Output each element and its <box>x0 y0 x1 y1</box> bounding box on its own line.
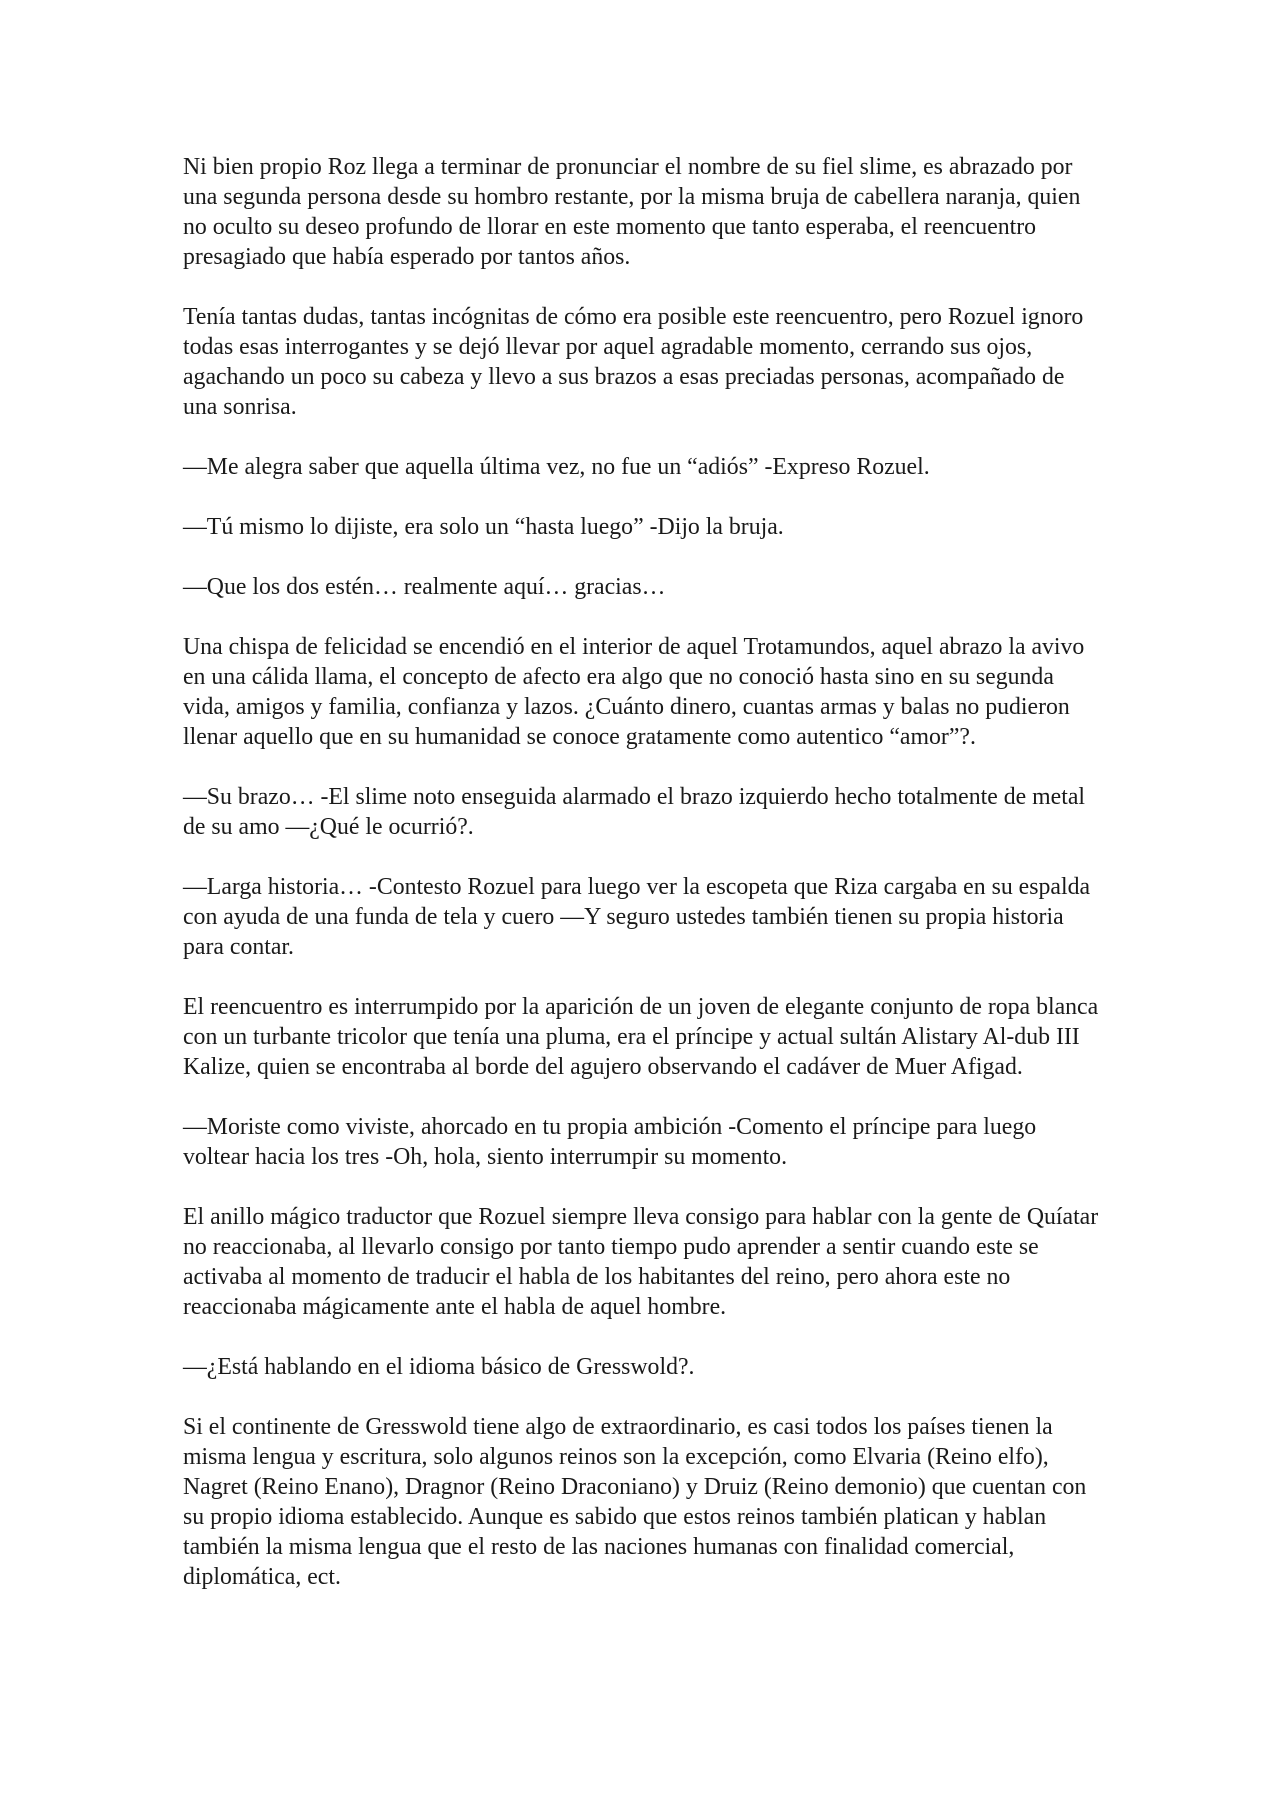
dialogue-line-2: —Tú mismo lo dijiste, era solo un “hasta luego” -Dijo la bruja. <box>183 514 784 540</box>
paragraph-4: El reencuentro es interrumpido por la aparición de un joven de elegante conjunto de ropa blanca con un turbante tricolor que tenía una pluma, era el príncipe y actual sultán Alistary Al-dub III Kalize, quien se encontraba al borde del agujero observando el cadáver de Muer Afigad. <box>183 994 1099 1080</box>
dialogue-line-7: —¿Está hablando en el idioma básico de Gresswold?. <box>183 1354 695 1380</box>
dialogue-line-5: —Larga historia… -Contesto Rozuel para luego ver la escopeta que Riza cargaba en su espalda con ayuda de una funda de tela y cuero —Y seguro ustedes también tienen su propia historia para contar. <box>183 874 1091 960</box>
dialogue-line-1: —Me alegra saber que aquella última vez, no fue un “adiós” -Expreso Rozuel. <box>183 454 930 480</box>
dialogue-line-4: —Su brazo… -El slime noto enseguida alarmado el brazo izquierdo hecho totalmente de metal de su amo —¿Qué le ocurrió?. <box>183 784 1085 840</box>
paragraph-3: Una chispa de felicidad se encendió en el interior de aquel Trotamundos, aquel abrazo la avivo en una cálida llama, el concepto de afecto era algo que no conoció hasta sino en su segunda vida, amigos y familia, confianza y lazos. ¿Cuánto dinero, cuantas armas y balas no pudieron llenar aquello que en su humanidad se conoce gratamente como autentico “amor”?. <box>183 634 1085 750</box>
document-body <box>183 152 1103 1622</box>
dialogue-line-3: —Que los dos estén… realmente aquí… gracias… <box>183 574 666 600</box>
paragraph-2: Tenía tantas dudas, tantas incógnitas de cómo era posible este reencuentro, pero Rozuel ignoro todas esas interrogantes y se dejó llevar por aquel agradable momento, cerrando sus ojos, agachando un poco su cabeza y llevo a sus brazos a esas preciadas personas, acompañado de una sonrisa. <box>183 304 1084 420</box>
paragraph-6: Si el continente de Gresswold tiene algo de extraordinario, es casi todos los países tienen la misma lengua y escritura, solo algunos reinos son la excepción, como Elvaria (Reino elfo), Nagret (Reino Enano), Dragnor (Reino Draconiano) y Druiz (Reino demonio) que cuentan con su propio idioma establecido. Aunque es sabido que estos reinos también platican y hablan también la misma lengua que el resto de las naciones humanas con finalidad comercial, diplomática, ect. <box>183 1414 1087 1590</box>
paragraph-1: Ni bien propio Roz llega a terminar de pronunciar el nombre de su fiel slime, es abrazado por una segunda persona desde su hombro restante, por la misma bruja de cabellera naranja, quien no oculto su deseo profundo de llorar en este momento que tanto esperaba, el reencuentro presagiado que había esperado por tantos años. <box>183 154 1081 270</box>
paragraph-5: El anillo mágico traductor que Rozuel siempre lleva consigo para hablar con la gente de Quíatar no reaccionaba, al llevarlo consigo por tanto tiempo pudo aprender a sentir cuando este se activaba al momento de traducir el habla de los habitantes del reino, pero ahora este no reaccionaba mágicamente ante el habla de aquel hombre. <box>183 1204 1099 1320</box>
dialogue-line-6: —Moriste como viviste, ahorcado en tu propia ambición -Comento el príncipe para luego voltear hacia los tres -Oh, hola, siento interrumpir su momento. <box>183 1114 1037 1170</box>
